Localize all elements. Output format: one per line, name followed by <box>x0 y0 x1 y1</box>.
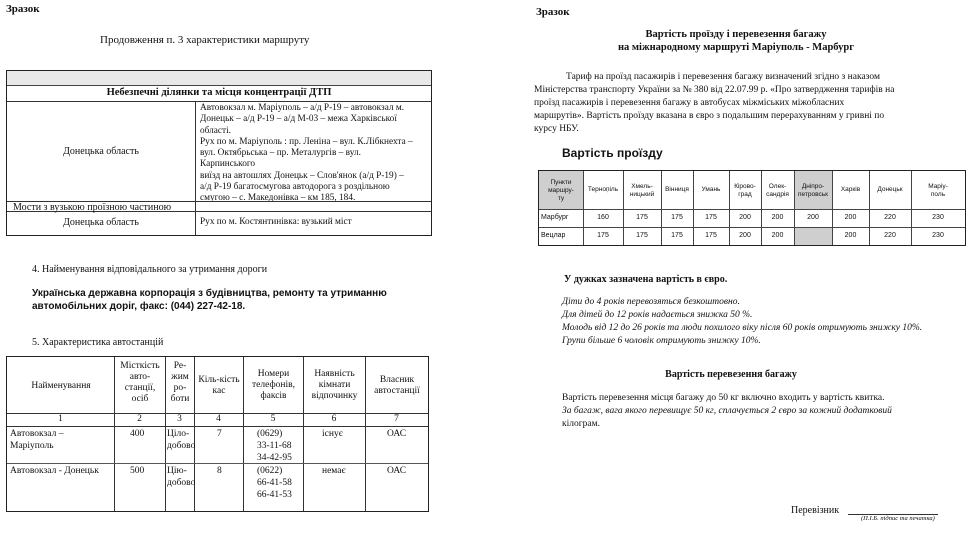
fare-col-header: Маріу- поль <box>928 183 948 198</box>
fare-col-header: Кірово- град <box>734 183 756 198</box>
table-cell: 7 <box>217 429 222 439</box>
item4-text-line2: автомобільних доріг, факс: (044) 227-42-18. <box>32 301 246 312</box>
carrier-label: Перевізник <box>791 505 840 516</box>
item4-text-line1: Українська державна корпорація з будівництва, ремонту та утриманню <box>32 288 387 299</box>
col-number: 1 <box>58 414 63 424</box>
table-cell: Автовокзал - Донецьк <box>10 466 99 476</box>
column-divider <box>195 102 196 235</box>
fare-col-header: Вінниця <box>665 186 689 193</box>
fare-col-header: Харків <box>840 186 861 193</box>
header-cash-desks: Кіль-кість кас <box>198 375 240 396</box>
fare-table-title: Вартість проїзду <box>562 146 663 160</box>
row-divider <box>539 227 965 228</box>
fare-col-header: Терноп̣іль <box>587 186 619 193</box>
fare-value: 175 <box>597 232 609 239</box>
dangerous-sections-table <box>6 70 432 236</box>
fare-table <box>538 170 966 246</box>
route-description-2: Рух по м. Костянтинівка: вузький міст <box>200 217 352 227</box>
table-cell: Автовокзал – Маріуполь <box>10 429 64 451</box>
intro-line: курсу НБУ. <box>534 124 579 134</box>
fare-value: 175 <box>705 232 717 239</box>
fare-page-title-1: Вартість проїзду і перевезення багажу <box>645 29 827 40</box>
route-points-header <box>539 171 583 209</box>
table-cell: Цію- добово <box>167 466 196 488</box>
discount-line: Діти до 4 років перевозяться безкоштовно. <box>562 297 740 307</box>
region-cell-2: Донецька область <box>63 217 139 228</box>
header-owner: Власник автостанції <box>374 375 420 396</box>
table-cell: 400 <box>130 429 145 439</box>
intro-line: проїзд пасажирів і перевезення багажу в автобусах міжміських міжобласних <box>534 98 845 108</box>
route-description-1: Автовокзал м. Маріуполь – а/д Р-19 – автовокзал м. Донецьк – а/д Р-19 – а/д М-03 – межа Харківської області. Рух по м. Маріуполь : пр. Леніна – вул. К.Лібкнехта – вул. Октябрьська – пр. Металургів – вул. Карпинського виїзд на автошлях Донецьк – Слов'янок (а/д Р-19) – а/д Р-19 багатосмугова автодорога з роздільною смугою – с. Македонівка – км 185, 184. <box>200 103 413 204</box>
fare-value: 175 <box>636 214 648 221</box>
right-page <box>486 0 971 554</box>
item5-title: 5. Характеристика автостанцій <box>32 337 164 348</box>
fare-col-header: Олек- сандрія <box>766 183 789 198</box>
bus-stations-table <box>6 356 429 512</box>
luggage-line: За багаж, вага якого перевищує 50 кг, сплачується 2 євро за кожний додатковий <box>562 406 892 416</box>
fare-col-header: Умань <box>701 186 721 193</box>
region-cell-1: Донецька область <box>63 146 139 157</box>
dtp-table-header: Небезпечні ділянки та місця концентрації ДТП <box>7 87 431 102</box>
discount-line: Молодь від 12 до 26 років та люди похилого віку після 60 років отримують знижку 10%. <box>562 323 923 333</box>
table-cell: немає <box>322 466 346 476</box>
header-capacity: Місткість авто- станції, осіб <box>120 361 160 404</box>
fare-page-title-2: на міжнародному маршруті Маріуполь - Марбург <box>617 42 855 53</box>
row-divider <box>7 463 428 464</box>
table-cell: 8 <box>217 466 222 476</box>
row-divider <box>539 209 965 210</box>
luggage-line: Вартість перевезення місця багажу до 50 кг включно входить у вартість квитка. <box>562 393 885 403</box>
fare-value: 175 <box>705 214 717 221</box>
intro-line: Міністерства транспорту України за № 380 від 22.07.99 р. «Про затвердження тарифів на <box>534 85 895 95</box>
col-number: 2 <box>137 414 142 424</box>
fare-value: 200 <box>771 214 784 221</box>
col-number: 6 <box>331 414 337 424</box>
fare-value: 200 <box>739 214 751 221</box>
fare-value: 200 <box>844 232 857 239</box>
table-cell: Ціло- добово <box>167 429 196 451</box>
luggage-title: Вартість перевезення багажу <box>665 369 797 380</box>
sample-label-left: Зразок <box>6 3 40 15</box>
fare-value: 200 <box>844 214 857 221</box>
intro-line: Тариф на проїзд пасажирів і перевезення багажу визначений згідно з наказом <box>566 72 880 82</box>
table-cell: 500 <box>130 466 145 476</box>
fare-value: 175 <box>636 232 648 239</box>
intro-line: маршрутів». Вартість проїзду вказана в євро з подальшим перерахуванням у гривні по <box>534 111 885 121</box>
fare-col-header: Донецьк <box>877 186 903 193</box>
fare-value: 230 <box>932 214 944 221</box>
table-cell: (0622) 66-41-58 66-41-53 <box>257 466 292 500</box>
shaded-cell <box>794 227 832 245</box>
table-cell: існує <box>322 429 343 439</box>
fare-value: 160 <box>597 214 609 221</box>
fare-value: 175 <box>671 214 683 221</box>
fare-value: 200 <box>807 214 819 221</box>
fare-value: 220 <box>884 232 896 239</box>
fare-value: 200 <box>771 232 784 239</box>
sample-label-right: Зразок <box>536 6 570 18</box>
header-schedule: Ре- жим ро- боти <box>170 361 190 404</box>
header-rest-room: Наявність кімнати відпочинку <box>311 369 358 401</box>
fare-value: 220 <box>884 214 896 221</box>
header-phones: Номери телефонів, факсів <box>252 369 295 401</box>
bridges-row: Мости з вузькою проїзною частиною <box>7 201 431 212</box>
col-number: 7 <box>394 414 399 424</box>
col-number: 3 <box>177 414 182 424</box>
left-page <box>0 0 485 554</box>
fare-value: 230 <box>932 232 944 239</box>
continuation-title: Продовження п. 3 характеристики маршруту <box>100 34 310 46</box>
fare-col-header: Хмель- ницький <box>629 183 655 198</box>
col-number: 4 <box>216 414 221 424</box>
discount-line: Для дітей до 12 років надається знижка 50 %. <box>562 310 753 320</box>
fare-value: 200 <box>739 232 751 239</box>
header-name: Найменування <box>31 381 91 391</box>
table-cell: ОАС <box>387 429 407 439</box>
table-cell: (0629) 33-11-68 34-42-95 <box>257 429 292 463</box>
table-top-bar <box>7 71 431 86</box>
signature-caption: (П.І.Б. підпис та печатка) <box>861 515 935 522</box>
item4-title: 4. Найменування відповідального за утримання дороги <box>32 264 268 275</box>
route-points-label: Пункти маршру- ту <box>548 179 574 202</box>
col-number: 5 <box>270 414 276 424</box>
table-cell: ОАС <box>387 466 407 476</box>
luggage-line: кілограм. <box>562 419 600 429</box>
fare-col-header: Дніпро- петровськ <box>798 183 828 198</box>
discount-line: Групи більше 6 чоловік отримують знижку 10%. <box>562 336 761 346</box>
fare-row-label: Вецлар <box>541 232 566 239</box>
fare-row-label: Марбург <box>541 214 569 221</box>
euro-note: У дужках зазначена вартість в євро. <box>564 274 728 285</box>
fare-value: 175 <box>671 232 683 239</box>
